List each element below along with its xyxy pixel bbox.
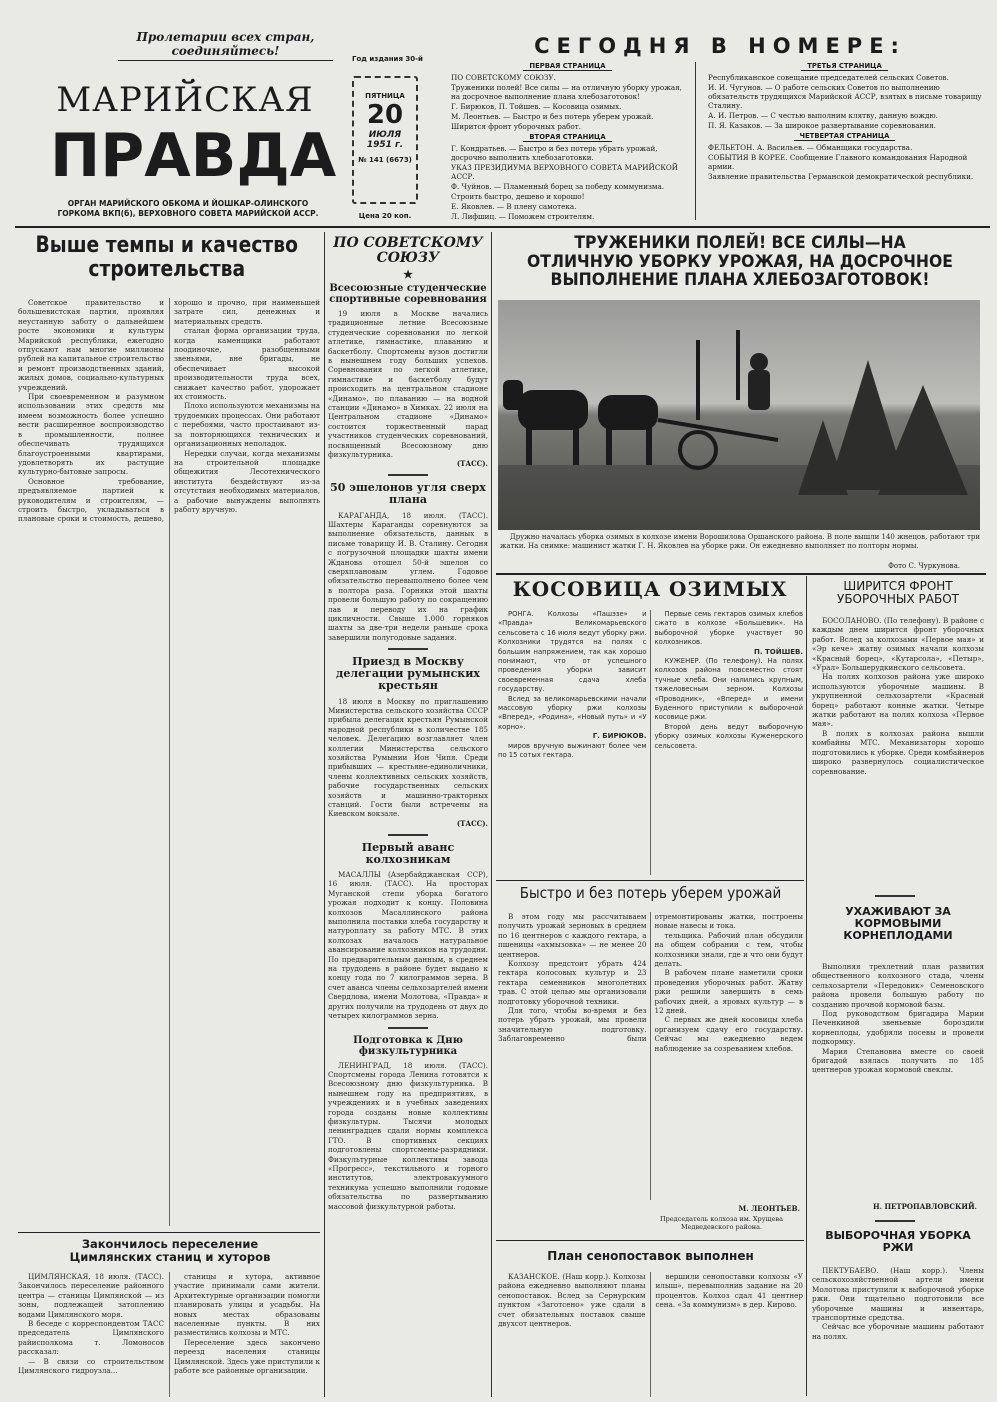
paragraph: ЦИМЛЯНСКАЯ, 18 июля. (ТАСС). Закончилось переселение районного центра — станицы Цимлянской — из зоны, подлежащей затоплению водами Цимлянского моря.: [18, 1272, 164, 1319]
divider: [388, 648, 428, 650]
paragraph: Выполняя трехлетний план развития общественного колхозного стада, члены сельхозартели «Передовик» Семеновского района провели большую работу по созданию прочной кормовой базы.: [812, 962, 984, 1009]
date-box: [352, 76, 418, 204]
paragraph: На полях колхозов района уже широко используются уборочные машины. В укрупненной сельхозартели «Красный борец» работают конные жатки. Четыре жатки работают на полях колхоза «Первое мая».: [812, 672, 984, 729]
item-text: [328, 309, 488, 460]
toc-item: Л. Лифшиц. — Поможем строителям.: [451, 212, 595, 221]
toc-item: Строить быстро, дешево и хорошо!: [451, 192, 585, 201]
paragraph: В этом году мы рассчитываем получить урожай зерновых в среднем по 16 центнеров с каждого гектара, а пшеницы «ахмызовка» — не менее 20 центнеров.: [498, 912, 647, 959]
weekday: ПЯТНИЦА: [365, 92, 405, 100]
rye-headline: ВЫБОРОЧНАЯ УБОРКА РЖИ: [825, 1229, 971, 1255]
paragraph: КАРАГАНДА, 18 июля. (ТАСС). Шахтеры Караганды соревнуются за выполнение обязательств, данных в письме товарищу И. В. Сталину. Сегодня с погрузочной площадки шахты имени Жданова отошел 50-й эшелон со сверхплановым углем. Годовое обязательство перевыполнено более чем в полтора раза. Горняки этой шахты провели большую работу по сокращению лав и переводу их на график цикличности. Свыше 1.000 горняков шахты за две-три недели раньше срока завершили полугодовые задания.: [328, 510, 488, 642]
page-title: ВТОРАЯ СТРАНИЦА: [523, 133, 611, 142]
paragraph: миров вручную выжинают более чем по 15 сотых гектара.: [498, 741, 647, 760]
paragraph: Основное требование, предъявляемое партией к руководителям и строителям, — строить быстро, укладываться в плановые сроки и стоимость, дешево, хорошо и прочно, при наименьшей затрате сил, денежных и материальных средств.: [18, 298, 320, 524]
item-text: [328, 1061, 488, 1212]
divider: [875, 895, 915, 897]
harvest-photo: [498, 300, 980, 530]
toc-item: ФЕЛЬЕТОН. А. Васильев. — Обманщики государства.: [708, 143, 913, 152]
paragraph: В полях в колхозах района вышли комбайны МТС. Механизаторы хорошо подготовились к уборке. Среди комбайнеров широко развернулось социалистическое соревнование.: [812, 728, 984, 776]
item-headline: 50 эшелонов угля сверх плана: [330, 481, 486, 507]
paragraph: вершили сенопоставки колхозы «У илыш», перевыполнив задание на 20 процентов. Колхоз сдал 41 центнер сена. «За коммунизм» в дер. Кирово.: [655, 1272, 803, 1310]
signature: П. ТОЙШЕВ.: [754, 647, 803, 656]
toc-item: ПО СОВЕТСКОМУ СОЮЗУ.: [451, 73, 556, 82]
fodder-headline: УХАЖИВАЮТ ЗА КОРМОВЫМИ КОРНЕПЛОДАМИ: [843, 905, 953, 943]
paragraph: Нередки случаи, когда механизмы на строительной площадке общежития Лесотехнического института бездействуют из-за отсутствия необходимых материалов, а рабочие вынуждены выполнять работу вручную.: [174, 448, 320, 514]
divider: [496, 1240, 804, 1241]
year: 1951 г.: [366, 140, 404, 150]
divider: [388, 474, 428, 476]
day: 20: [366, 100, 404, 130]
paragraph: Первые семь гектаров озимых хлебов сжато в колхозе «Большевик». На выборочной уборке участвует 90 колхозников.: [654, 610, 803, 647]
toc-item: СОБЫТИЯ В КОРЕЕ. Сообщение Главного командования Народной армии.: [708, 153, 968, 171]
column-divider: [806, 576, 807, 1396]
fodder-body: [812, 962, 984, 1198]
item-text: [328, 697, 488, 819]
issue-number: № 141 (6673): [358, 156, 412, 164]
divider: [18, 1232, 320, 1233]
paragraph: — В связи со строительством Цимлянского гидроузла...: [18, 1356, 164, 1376]
divider: [875, 1220, 915, 1222]
toc-item: Ширится фронт уборочных работ.: [451, 122, 582, 131]
newspaper-title-line2: ПРАВДА: [50, 121, 337, 191]
item-headline: Всесоюзные студенческие спортивные соревнования: [329, 282, 487, 305]
item-headline: Первый аванс колхозникам: [361, 840, 455, 866]
front-headline: ШИРИТСЯ ФРОНТ УБОРОЧНЫХ РАБОТ: [837, 579, 959, 607]
paragraph: МАСАЛЛЫ (Азербайджанская ССР), 16 июля. (ТАСС). На просторах Муганской степи уборка богатого урожая подходит к концу. Половина колхозов Масаллинского района выполнила поставки хлеба государству и натуроплату за работу МТС. В этих колхозах началось натуральное авансирование колхозников на трудодни. По предварительным данным, в среднем на трудодень в районе будет выдано к концу года по 7 килограммов зерна. В счет аванса члены сельхозартелей имени Свердлова, имени Молотова, «Правда» и других получили на трудодень от двух до четырех килограммов зерна.: [328, 870, 488, 1021]
paragraph: БОСОЛАНОВО. (По телефону). В районе с каждым днем ширится фронт уборочных работ. Вслед за колхозами «Первое мая» и «Эр кече» жатву озимых начали колхозы «Красный борец», «Кутарсола», «Петыр», «Урал» Большерудкинского сельсовета.: [812, 616, 984, 673]
paragraph: РОНГА. Колхозы «Пашэзе» и «Правда» Великомарьевского сельсовета с 16 июля ведут уборку ржи. Колхозники трудятся на полях с большим напряжением, так как хорошо понимают, что от успешного проведения уборки зависит своевременная сдача хлеба государству.: [498, 610, 647, 694]
page-title: ПЕРВАЯ СТРАНИЦА: [523, 62, 611, 71]
paragraph: В рабочем плане наметили сроки проведения уборочных работ. Жатву ржи решили завершить в семь рабочих дней, а яровых культур — в 12 дней.: [654, 968, 803, 1016]
paragraph: В беседе с корреспондентом ТАСС председатель Цимлянского райисполкома т. Ломоносов рассказал:: [18, 1319, 164, 1357]
toc-item: Труженики полей! Все силы — на отличную уборку урожая, на досрочное выполнение плана хлебозаготовок!: [451, 83, 682, 101]
paragraph: Под руководством бригадира Марии Печенкиной звеньевые бороздили корнеплоды, удобряли посевы и провели подкормку.: [812, 1009, 984, 1047]
construction-headline: Выше темпы и качество строительства: [35, 233, 298, 283]
harvest-signature-role: Председатель колхоза им. Хрущева Медведевского района.: [660, 1215, 783, 1231]
contents-right: [702, 60, 987, 182]
harvest-signature: М. ЛЕОНТЬЕВ.: [738, 1204, 800, 1213]
item-text: [328, 870, 488, 1021]
month: ИЮЛЯ: [368, 130, 402, 140]
toc-item: УКАЗ ПРЕЗИДИУМА ВЕРХОВНОГО СОВЕТА МАРИЙСКОЙ АССР.: [451, 163, 679, 181]
driver: [748, 353, 770, 410]
paragraph: КАЗАНСКОЕ. (Наш корр.). Колхозы района ежедневно выполняют планы сенопоставок. Вслед за Сернурским пунктом «Заготсено» уже сдали в счет обязательных поставок свыше двухсот центнеров.: [498, 1272, 646, 1329]
item-text: [328, 511, 488, 643]
signature: (ТАСС).: [456, 818, 488, 828]
toc-item: Г. Бирюков, П. Тойшев. — Косовица озимых.: [451, 102, 622, 111]
divider: [496, 880, 804, 881]
construction-body: [18, 298, 320, 1226]
contents-heading: СЕГОДНЯ В НОМЕРЕ:: [534, 34, 906, 58]
harvest-body: [498, 912, 803, 1200]
photo-caption: [500, 533, 980, 551]
paragraph: Плохо используются механизмы на трудоемких процессах. Они работают с перебоями, часто простаивают из-за повторяющихся технических и организационных неполадок.: [174, 401, 320, 449]
page-title: ЧЕТВЕРТАЯ СТРАНИЦА: [794, 132, 896, 141]
paragraph: КУЖЕНЕР. (По телефону). На полях колхозов района повсеместно стоят тучные хлеба. Они налились крупным, тяжеловесным зерном. Колхозы «Проводник», «Вперед» и имени Буденного приступили к выборочной косовице ржи.: [654, 657, 803, 722]
toc-item: А. И. Петров. — С честью выполним клятву, данную вождю.: [708, 111, 938, 120]
signature: (ТАСС).: [456, 459, 488, 469]
paragraph: Колхозу предстоит убрать 424 гектара колосовых культур и 23 гектара семенников многолетних трав. С этой целью мы организовали подготовку уборочной техники.: [498, 959, 647, 1006]
paragraph: Вслед за великомарьевскими начали массовую уборку ржи колхозы «Вперед», «Родина», «Новый путь» и «У корно».: [498, 694, 647, 731]
hay-body: [498, 1272, 803, 1397]
signature: Г. БИРЮКОВ.: [592, 732, 647, 741]
paragraph: тельщика. Рабочий план обсудили на общем собрании с тем, чтобы колхозники знали, где и что они будут делать.: [654, 930, 803, 969]
toc-item: П. Я. Казаков. — За широкое развертывание соревнования.: [708, 121, 936, 130]
paragraph: Сейчас все уборочные машины работают на полях.: [812, 1322, 984, 1341]
kosovitsa-headline: КОСОВИЦА ОЗИМЫХ: [512, 577, 788, 601]
paragraph: Мария Степановна вместе со своей бригадой взялась получить по 185 центнеров урожая кормовой свеклы.: [812, 1046, 984, 1075]
harvest-headline: Быстро и без потерь уберем урожай: [519, 884, 782, 902]
item-headline: Приезд в Москву делегации румынских крестьян: [336, 655, 480, 693]
paragraph: сталая форма организации труда, когда каменщики работают поодиночке, разобщенными звеньями, вне бригады, не обеспечивает высокой производительности труда всех, снижает качество работ, удорожает их стоимость.: [174, 326, 320, 402]
caption-text: Дружно началась уборка озимых в колхозе имени Ворошилова Оршанского района. В поле вышли 140 жнецов, работают три жатки. На снимке: машинист жатки Г. Н. Яковлев на уборке ржи. Он ежедневно выполняет по полторы нормы.: [500, 533, 980, 550]
organ-subtitle: ОРГАН МАРИЙСКОГО ОБКОМА И ЙОШКАР-ОЛИНСКОГО ГОРКОМА ВКП(б), ВЕРХОВНОГО СОВЕТА МАРИЙСКОЙ АССР.: [57, 199, 319, 218]
photo-credit: Фото С. Чуркунова.: [888, 562, 960, 570]
newspaper-title-line1: МАРИЙСКАЯ: [56, 80, 314, 120]
paragraph: Второй день ведут выборочную уборку озимых колхозы Куженерского сельсовета.: [654, 722, 803, 750]
toc-item: И. И. Чугунов. — О работе сельских Советов по выполнению обязательств трудящихся Марийской АССР, взятых в письме товарищу Сталину.: [708, 83, 982, 110]
paragraph: Для того, чтобы во-время и без потерь убрать урожай, мы провели значительную подготовку. Заблаговременно были отремонтированы жатки, построены новые навесы и тока.: [498, 912, 803, 1044]
soviet-union-column: [328, 236, 488, 1398]
rubric: ПО СОВЕТСКОМУ СОЮЗУ: [333, 236, 483, 267]
column-divider: [324, 232, 325, 1397]
paragraph: При своевременном и разумном использовании этих средств мы имеем возможность более успешно вести расширенное воспроизводство в промышленности, полнее обеспечивать трудящихся благоустроенными квартирами, удовлетворять их растущие культурно-бытовые запросы.: [18, 392, 164, 477]
masthead-divider: [15, 226, 990, 228]
toc-item: М. Леонтьев. — Быстро и без потерь уберем урожай.: [451, 112, 654, 121]
front-body: [812, 616, 984, 882]
divider: [388, 1027, 428, 1029]
paragraph: С первых же дней косовицы хлеба организуем сдачу его государству. Сейчас мы ежедневно ведем наблюдение за созреванием хлебов.: [654, 1015, 803, 1053]
paragraph: станицы и хутора, активное участие принимали сами жители. Архитектурные организации помогли планировать улицы и усадьбы. На новых местах образованы населенные пункты. В них разместились колхозы и МТС.: [174, 1272, 320, 1338]
kosovitsa-body: [498, 610, 803, 875]
contents-left: [445, 60, 690, 222]
toc-item: Заявление правительства Германской демократической республики.: [708, 172, 974, 181]
page-title: ТРЕТЬЯ СТРАНИЦА: [801, 62, 888, 71]
toc-item: Г. Кондратьев. — Быстро и без потерь убрать урожай, досрочно выполнить хлебозаготовки.: [451, 144, 658, 162]
paragraph: 19 июля в Москве начались традиционные летние Всесоюзные студенческие соревнования по легкой атлетике, гимнастике, плаванию и баскетболу. Спортсмены вузов достигли в нынешнем году больших успехов. Соревнования по легкой атлетике, гимнастике и баскетболу будут происходить на центральном стадионе «Динамо», по плаванию — на водной станции «Динамо» в Химках. 22 июля на Центральном стадионе «Динамо» состоится торжественный парад участников студенческих соревнований, посвященный Всесоюзному дню физкультурника.: [328, 308, 488, 459]
divider: [388, 834, 428, 836]
year-of-issue: Год издания 30-й: [352, 55, 423, 63]
divider: [496, 573, 986, 575]
toc-item: Республиканское совещание председателей сельских Советов.: [708, 73, 949, 82]
toc-item: Ф. Чуйнов. — Пламенный борец за победу коммунизма.: [451, 182, 665, 191]
paragraph: ПЕКТУБАЕВО. (Наш корр.). Члены сельскохозяйственной артели имени Молотова приступили к выборочной уборке ржи. Они тщательно подготовили все уборочные машины и инвентарь, транспортные средства.: [812, 1266, 984, 1323]
fodder-signature: Н. ПЕТРОПАВЛОВСКИЙ.: [872, 1202, 977, 1211]
paragraph: Переселение здесь закончено переезд населения станицы Цимлянской. Здесь уже приступили к работе все районные организации.: [174, 1337, 320, 1376]
column-divider: [491, 232, 492, 1397]
paragraph: ЛЕНИНГРАД, 18 июля. (ТАСС). Спортсмены города Ленина готовятся к Всесоюзному дню физкультурника. В нынешнем году на предприятиях, в учреждениях и в учебных заведениях города созданы новые коллективы физкультуры. Тысячи молодых ленинградцев сдали нормы комплекса ГТО. В спортивных секциях подготовлены спортсмены-разрядники. Физкультурные коллективы завода «Прогресс», текстильного и горного институтов, электровакуумного техникума успешно выполнили годовые обязательства по развертыванию массовой физкультурной работы.: [328, 1060, 488, 1211]
contents-divider: [695, 62, 696, 220]
price: Цена 20 коп.: [358, 212, 412, 220]
toc-item: Е. Яковлев. — В плену самотека.: [451, 202, 577, 211]
slogan: Пролетарии всех стран, соединяйтесь!: [118, 30, 333, 61]
paragraph: Советское правительство и большевистская партия, проявляя неустанную заботу о дальнейшем росте экономики и культуры Марийской республики, ежегодно отпускают нам многие миллионы рублей на капитальное строительство и ремонт производственных зданий, жилых домов, социально-культурных учреждений.: [18, 298, 164, 392]
tsimlyansk-headline: Закончилось переселение Цимлянских станиц и хуторов: [69, 1237, 271, 1264]
rye-body: [812, 1266, 984, 1396]
tsimlyansk-body: [18, 1272, 320, 1397]
star-icon: ★: [403, 267, 413, 281]
paragraph: 18 июля в Москву по приглашению Министерства сельского хозяйства СССР прибыла делегация крестьян Румынской народной республики в количестве 185 человек. Делегацию возглавляет член коллегии Министерства сельского хозяйства Румынии Ион Чипя. Среди прибывших — крестьяне-единоличники, члены коллективных сельских хозяйств, рабочие государственных сельских хозяйств и машинно-тракторных станций. Гости были встречены на Киевском вокзале.: [328, 696, 488, 819]
hay-headline: План сенопоставок выполнен: [547, 1249, 754, 1263]
item-headline: Подготовка к Дню физкультурника: [353, 1034, 463, 1057]
appeal-headline: ТРУЖЕНИКИ ПОЛЕЙ! ВСЕ СИЛЫ—НА ОТЛИЧНУЮ УБОРКУ УРОЖАЯ, НА ДОСРОЧНОЕ ВЫПОЛНЕНИЕ ПЛАНА ХЛЕБОЗАГОТОВОК!: [527, 233, 953, 291]
